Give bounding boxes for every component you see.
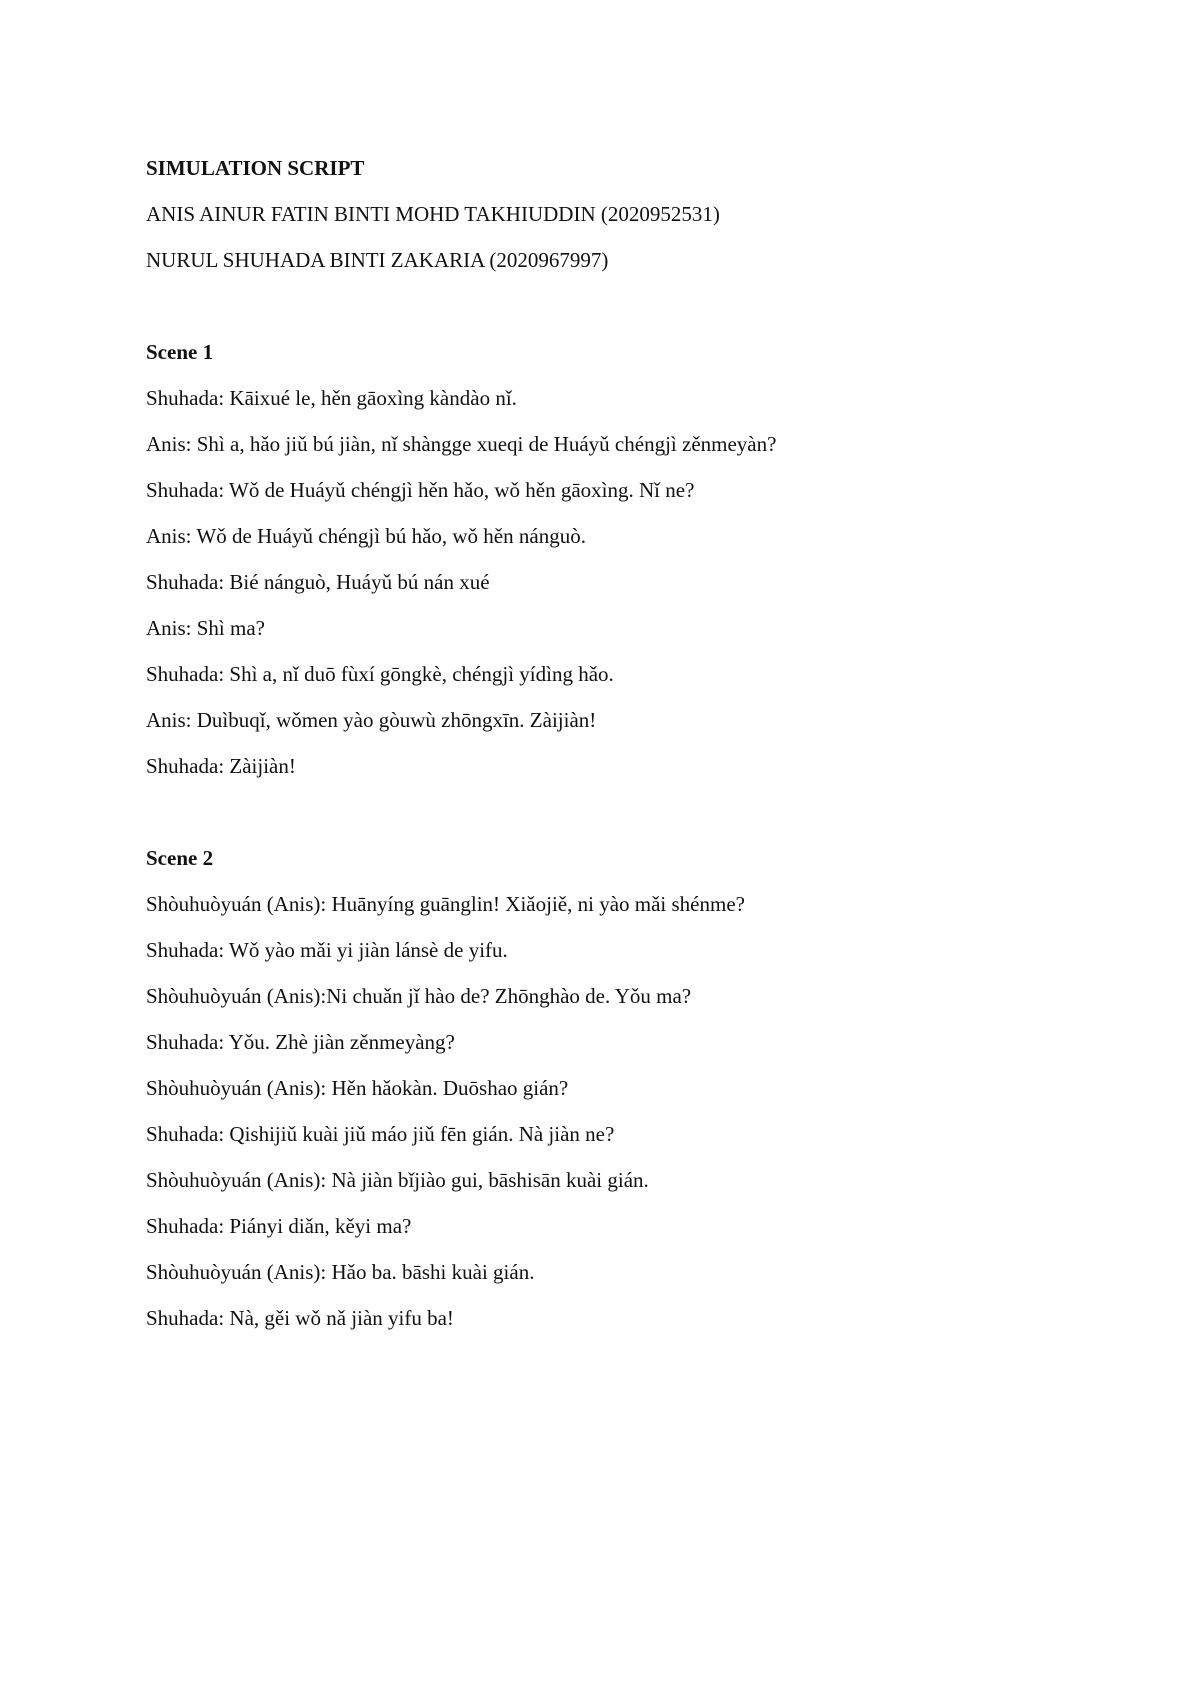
dialogue-line: Shuhada: Zàijiàn! (146, 754, 296, 778)
dialogue-line: Anis: Shì a, hǎo jiǔ bú jiàn, nǐ shàngge xueqi de Huáyǔ chéngjì zěnmeyàn? (146, 432, 777, 456)
scene-heading: Scene 1 (146, 340, 214, 364)
spacer (146, 789, 1146, 835)
dialogue-line: Shuhada: Wǒ de Huáyǔ chéngjì hěn hǎo, wǒ hěn gāoxìng. Nǐ ne? (146, 478, 695, 502)
dialogue-line: Shuhada: Qishijiǔ kuài jiǔ máo jiǔ fēn gián. Nà jiàn ne? (146, 1122, 615, 1146)
spacer (146, 283, 1146, 329)
document-title: SIMULATION SCRIPT (146, 156, 365, 180)
dialogue-line: Anis: Wǒ de Huáyǔ chéngjì bú hǎo, wǒ hěn nánguò. (146, 524, 586, 548)
dialogue-line: Shòuhuòyuán (Anis):Ni chuǎn jǐ hào de? Zhōnghào de. Yǒu ma? (146, 984, 692, 1008)
dialogue-line: Shòuhuòyuán (Anis): Huānyíng guānglin! Xiǎojiě, ni yào mǎi shénme? (146, 892, 745, 916)
author-line: ANIS AINUR FATIN BINTI MOHD TAKHIUDDIN (2020952531) (146, 202, 720, 226)
dialogue-line: Shuhada: Piányi diǎn, kěyi ma? (146, 1214, 412, 1238)
dialogue-line: Shuhada: Nà, gěi wǒ nǎ jiàn yifu ba! (146, 1306, 454, 1330)
dialogue-line: Shòuhuòyuán (Anis): Nà jiàn bǐjiào gui, bāshisān kuài gián. (146, 1168, 649, 1192)
dialogue-line: Shuhada: Shì a, nǐ duō fùxí gōngkè, chéngjì yídìng hǎo. (146, 662, 614, 686)
dialogue-line: Shuhada: Yǒu. Zhè jiàn zěnmeyàng? (146, 1030, 455, 1054)
dialogue-line: Shòuhuòyuán (Anis): Hǎo ba. bāshi kuài gián. (146, 1260, 535, 1284)
dialogue-line: Shuhada: Kāixué le, hěn gāoxìng kàndào nǐ. (146, 386, 517, 410)
scene-heading: Scene 2 (146, 846, 214, 870)
document-body (146, 145, 1146, 1341)
dialogue-line: Shuhada: Bié nánguò, Huáyǔ bú nán xué (146, 570, 490, 594)
dialogue-line: Shòuhuòyuán (Anis): Hěn hǎokàn. Duōshao gián? (146, 1076, 569, 1100)
dialogue-line: Anis: Duìbuqǐ, wǒmen yào gòuwù zhōngxīn. Zàijiàn! (146, 708, 597, 732)
dialogue-line: Anis: Shì ma? (146, 616, 265, 640)
author-line: NURUL SHUHADA BINTI ZAKARIA (2020967997) (146, 248, 609, 272)
dialogue-line: Shuhada: Wǒ yào mǎi yi jiàn lánsè de yifu. (146, 938, 508, 962)
